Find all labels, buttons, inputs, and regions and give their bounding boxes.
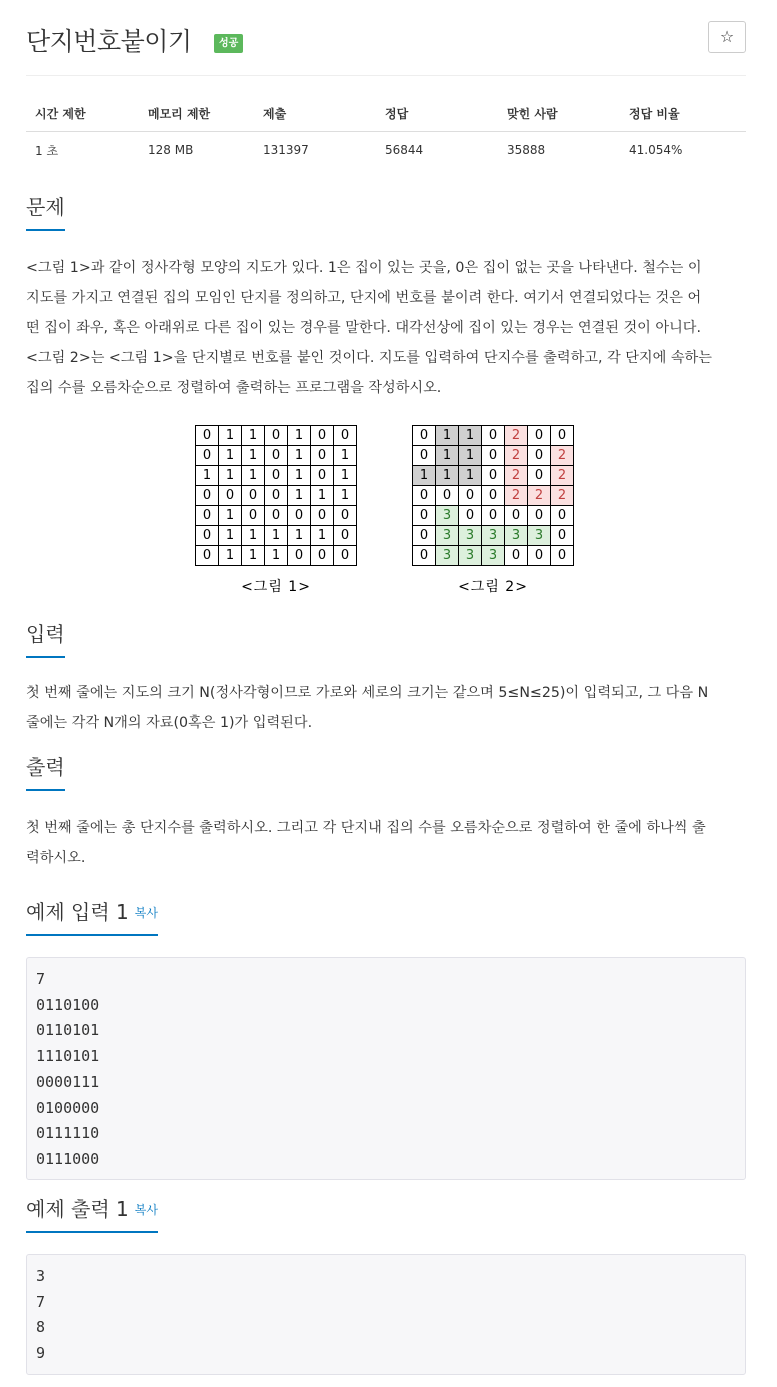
grid-cell: 0: [551, 526, 574, 546]
grid-cell: 3: [505, 526, 528, 546]
text-line: 첫 번째 줄에는 지도의 크기 N(정사각형이므로 가로와 세로의 크기는 같으며 5≤N≤25)이 입력되고, 그 다음 N: [26, 685, 709, 701]
heading-divider: [26, 229, 746, 230]
star-button[interactable]: [708, 21, 746, 53]
grid-cell: 1: [219, 506, 242, 526]
grid-cell: 2: [528, 486, 551, 506]
header-memory-limit: 메모리 제한: [139, 96, 254, 132]
grid-cell: 0: [528, 546, 551, 566]
grid-cell: 3: [436, 526, 459, 546]
grid-row: [196, 546, 357, 566]
grid-row: [196, 426, 357, 446]
code-line: 0110101: [36, 1021, 100, 1040]
grid-cell: 0: [528, 446, 551, 466]
grid-cell: 2: [505, 426, 528, 446]
grid-cell: 1: [242, 426, 265, 446]
sample-input-title: 예제 입력 1: [26, 900, 129, 924]
copy-sample-input-button[interactable]: 복사: [134, 906, 158, 920]
grid-row: [196, 446, 357, 466]
grid-cell: 3: [528, 526, 551, 546]
heading-divider: [26, 656, 746, 657]
grid-cell: 0: [196, 446, 219, 466]
grid-row: [413, 426, 574, 446]
grid-row: [413, 446, 574, 466]
text-line: 집의 수를 오름차순으로 정렬하여 출력하는 프로그램을 작성하시오.: [26, 380, 442, 396]
grid-cell: 1: [334, 446, 357, 466]
grid-cell: 0: [413, 426, 436, 446]
grid-cell: 0: [528, 506, 551, 526]
grid-cell: 1: [242, 546, 265, 566]
grid-cell: 1: [311, 526, 334, 546]
grid-cell: 1: [242, 446, 265, 466]
grid-cell: 0: [311, 546, 334, 566]
value-time-limit: 1 초: [35, 143, 59, 158]
grid-cell: 0: [334, 426, 357, 446]
value-solvers: 35888: [507, 143, 546, 157]
section-output-heading: [26, 751, 746, 791]
grid-cell: 0: [196, 506, 219, 526]
grid-row: [413, 506, 574, 526]
grid-cell: 0: [413, 446, 436, 466]
code-line: 0111110: [36, 1124, 100, 1143]
grid-cell: 1: [196, 466, 219, 486]
grid-cell: 1: [242, 466, 265, 486]
grid-cell: 1: [219, 526, 242, 546]
grid-cell: 0: [482, 426, 505, 446]
text-line: <그림 2>는 <그림 1>을 단지별로 번호를 붙인 것이다. 지도를 입력하여 단지수를 출력하고, 각 단지에 속하는: [26, 350, 712, 366]
figure-1: [195, 425, 357, 596]
grid-cell: 1: [459, 466, 482, 486]
code-line: 7: [36, 1292, 46, 1311]
grid-cell: 3: [459, 526, 482, 546]
grid-cell: 0: [505, 506, 528, 526]
code-line: 0111000: [36, 1149, 100, 1168]
header-accepted: 정답: [376, 96, 498, 132]
value-ratio: 41.054%: [629, 143, 683, 157]
text-line: 지도를 가지고 연결된 집의 모임인 단지를 정의하고, 단지에 번호를 붙이려 한다. 여기서 연결되었다는 것은 어: [26, 290, 702, 306]
map-grid-2: [412, 425, 574, 566]
table-row: [26, 132, 746, 169]
grid-cell: 1: [288, 446, 311, 466]
grid-cell: 1: [436, 446, 459, 466]
section-title: 문제: [26, 191, 65, 231]
grid-cell: 0: [265, 506, 288, 526]
figure-2: [412, 425, 574, 596]
grid-row: [413, 486, 574, 506]
grid-cell: 0: [528, 466, 551, 486]
grid-cell: 0: [551, 426, 574, 446]
title-divider: [26, 75, 746, 76]
grid-cell: 1: [311, 486, 334, 506]
grid-cell: 0: [265, 486, 288, 506]
grid-cell: 3: [436, 546, 459, 566]
grid-cell: 0: [482, 506, 505, 526]
value-memory-limit: 128 MB: [148, 143, 194, 157]
grid-cell: 0: [265, 426, 288, 446]
grid-cell: 3: [436, 506, 459, 526]
grid-cell: 0: [459, 506, 482, 526]
grid-cell: 1: [288, 466, 311, 486]
text-line: 떤 집이 좌우, 혹은 아래위로 다른 집이 있는 경우를 말한다. 대각선상에 집이 있는 경우는 연결된 것이 아니다.: [26, 320, 702, 336]
grid-cell: 0: [196, 546, 219, 566]
code-line: 0000111: [36, 1072, 100, 1091]
code-line: 1110101: [36, 1047, 100, 1066]
grid-cell: 0: [242, 506, 265, 526]
grid-cell: 1: [265, 546, 288, 566]
grid-cell: 0: [459, 486, 482, 506]
star-icon: ☆: [719, 27, 735, 46]
section-title: [26, 1193, 158, 1233]
grid-cell: 3: [482, 546, 505, 566]
grid-cell: 1: [413, 466, 436, 486]
grid-cell: 2: [551, 486, 574, 506]
grid-cell: 2: [505, 486, 528, 506]
grid-cell: 0: [334, 546, 357, 566]
grid-cell: 1: [242, 526, 265, 546]
code-line: 0110100: [36, 995, 100, 1014]
grid-cell: 0: [482, 446, 505, 466]
grid-cell: 1: [219, 426, 242, 446]
grid-cell: 2: [505, 466, 528, 486]
grid-row: [413, 466, 574, 486]
problem-description: [26, 253, 746, 403]
grid-cell: 1: [459, 426, 482, 446]
grid-cell: 0: [413, 506, 436, 526]
text-line: <그림 1>과 같이 정사각형 모양의 지도가 있다. 1은 집이 있는 곳을, 0은 집이 없는 곳을 나타낸다. 철수는 이: [26, 260, 702, 276]
title-row: [26, 18, 746, 58]
heading-divider: [26, 789, 746, 790]
grid-cell: 0: [288, 506, 311, 526]
status-badge: 성공: [214, 34, 243, 53]
grid-cell: 1: [219, 546, 242, 566]
grid-cell: 1: [265, 526, 288, 546]
grid-cell: 2: [551, 446, 574, 466]
grid-cell: 1: [288, 486, 311, 506]
grid-cell: 0: [265, 446, 288, 466]
grid-row: [413, 526, 574, 546]
section-sample-input-heading: [26, 896, 746, 936]
grid-cell: 0: [196, 426, 219, 446]
grid-cell: 0: [219, 486, 242, 506]
grid-cell: 1: [436, 466, 459, 486]
input-description: [26, 678, 746, 738]
grid-cell: 1: [288, 526, 311, 546]
grid-cell: 1: [436, 426, 459, 446]
grid-cell: 0: [311, 446, 334, 466]
grid-cell: 0: [265, 466, 288, 486]
grid-cell: 0: [528, 426, 551, 446]
sample-input-box[interactable]: [26, 957, 746, 1180]
grid-cell: 0: [436, 486, 459, 506]
grid-cell: 3: [459, 546, 482, 566]
grid-row: [196, 486, 357, 506]
grid-cell: 2: [551, 466, 574, 486]
grid-cell: 0: [311, 426, 334, 446]
grid-cell: 1: [334, 466, 357, 486]
grid-cell: 0: [334, 506, 357, 526]
grid-cell: 1: [459, 446, 482, 466]
section-problem-heading: [26, 191, 746, 231]
grid-cell: 1: [219, 446, 242, 466]
header-submissions: 제출: [254, 96, 376, 132]
grid-cell: 3: [482, 526, 505, 546]
figure-caption: <그림 1>: [241, 579, 311, 595]
grid-cell: 0: [334, 526, 357, 546]
grid-cell: 0: [288, 546, 311, 566]
grid-row: [196, 526, 357, 546]
header-ratio: 정답 비율: [620, 96, 746, 132]
grid-cell: 1: [334, 486, 357, 506]
section-title: 입력: [26, 618, 65, 658]
grid-cell: 0: [413, 546, 436, 566]
section-input-heading: [26, 618, 746, 658]
text-line: 첫 번째 줄에는 총 단지수를 출력하시오. 그리고 각 단지내 집의 수를 오름차순으로 정렬하여 한 줄에 하나씩 출: [26, 820, 706, 836]
code-line: 3: [36, 1267, 46, 1285]
value-submissions: 131397: [263, 143, 309, 157]
text-line: 력하시오.: [26, 850, 86, 866]
grid-cell: 0: [551, 546, 574, 566]
problem-info-table: [26, 96, 746, 168]
copy-sample-output-button[interactable]: 복사: [134, 1203, 158, 1217]
section-title: [26, 896, 158, 936]
page-title: 단지번호붙이기: [26, 27, 192, 56]
sample-output-box[interactable]: [26, 1254, 746, 1375]
grid-row: [413, 546, 574, 566]
map-grid-1: [195, 425, 357, 566]
grid-cell: 2: [505, 446, 528, 466]
grid-cell: 0: [196, 526, 219, 546]
section-title: 출력: [26, 751, 65, 791]
grid-cell: 0: [242, 486, 265, 506]
code-line: 7: [36, 970, 46, 988]
grid-cell: 0: [551, 506, 574, 526]
text-line: 줄에는 각각 N개의 자료(0혹은 1)가 입력된다.: [26, 715, 313, 731]
sample-output-title: 예제 출력 1: [26, 1197, 129, 1221]
grid-row: [196, 506, 357, 526]
grid-cell: 0: [311, 506, 334, 526]
output-description: [26, 813, 746, 873]
header-solvers: 맞힌 사람: [498, 96, 620, 132]
header-time-limit: 시간 제한: [26, 96, 139, 132]
grid-cell: 0: [482, 486, 505, 506]
grid-cell: 0: [482, 466, 505, 486]
grid-cell: 0: [413, 486, 436, 506]
code-line: 0100000: [36, 1098, 100, 1117]
grid-cell: 1: [219, 466, 242, 486]
figure-caption: <그림 2>: [458, 579, 528, 595]
grid-row: [196, 466, 357, 486]
table-header-row: [26, 96, 746, 132]
grid-cell: 0: [196, 486, 219, 506]
code-line: 8: [36, 1318, 46, 1337]
grid-cell: 1: [288, 426, 311, 446]
code-line: 9: [36, 1344, 46, 1363]
section-sample-output-heading: [26, 1193, 746, 1233]
grid-cell: 0: [505, 546, 528, 566]
grid-cell: 0: [413, 526, 436, 546]
grid-cell: 0: [311, 466, 334, 486]
value-accepted: 56844: [385, 143, 424, 157]
